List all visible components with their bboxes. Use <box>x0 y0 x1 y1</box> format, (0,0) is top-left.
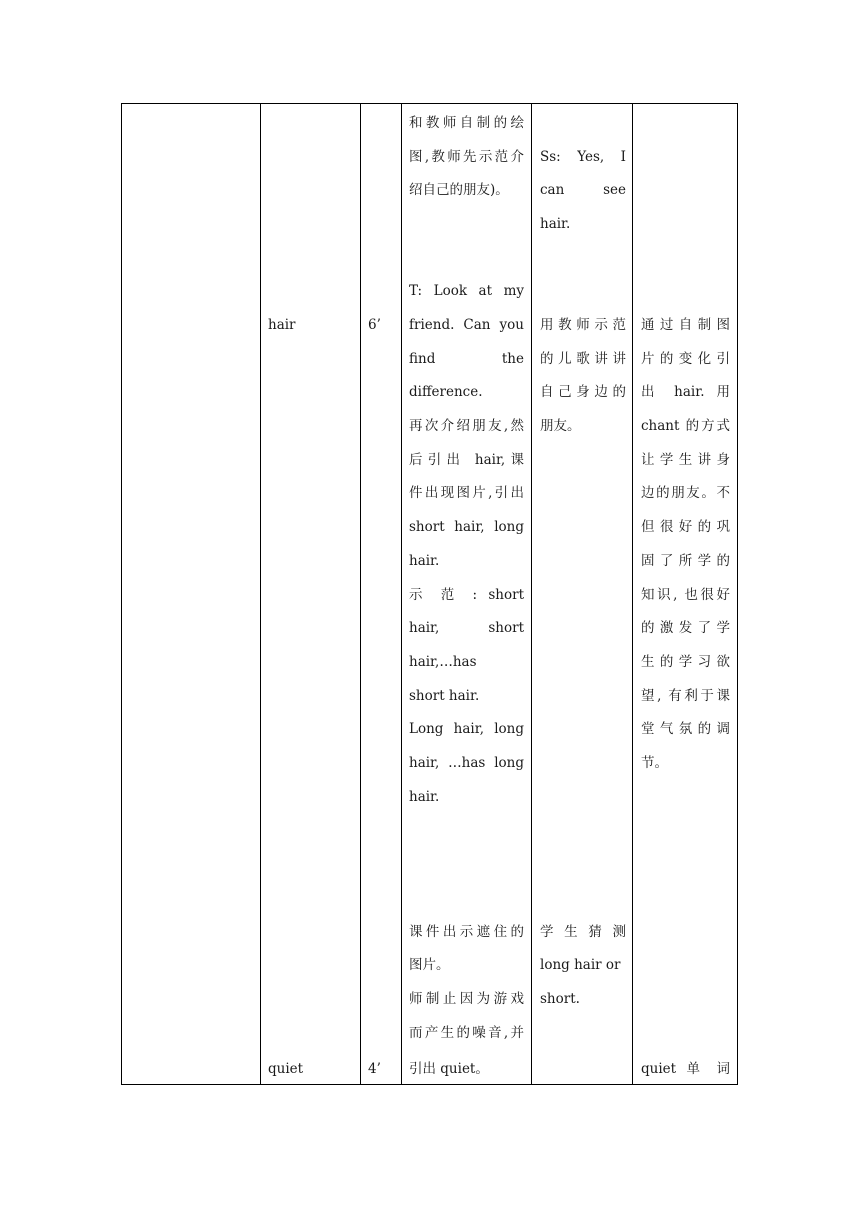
teacher-activity-line: 课件出示遮住的 <box>409 924 524 940</box>
teacher-activity-line: hair, short <box>409 620 524 636</box>
purpose-line: 但很好的巩 <box>641 519 730 535</box>
teacher-activity-line: 图片。 <box>409 957 450 973</box>
topic-cell: hair <box>268 317 296 333</box>
teacher-activity-line: 绍自己的朋友)。 <box>409 182 509 198</box>
purpose-line: chant 的方式 <box>641 418 730 434</box>
lesson-plan-table <box>121 103 738 1085</box>
purpose-line: 堂气氛的调 <box>641 721 730 737</box>
purpose-line: 节。 <box>641 755 668 771</box>
student-activity-line: 学 生 猜 测 <box>540 924 626 940</box>
teacher-activity-line: find the <box>409 351 524 367</box>
purpose-line: quiet 单 词 <box>641 1061 730 1077</box>
purpose-line: 让学生讲身 <box>641 452 730 468</box>
teacher-activity-line: 和教师自制的绘 <box>409 115 524 131</box>
student-activity-line: hair. <box>540 216 571 232</box>
teacher-activity-line: short hair. <box>409 688 480 704</box>
student-activity-line: can see <box>540 182 626 198</box>
column-divider <box>632 104 633 1084</box>
column-divider <box>260 104 261 1084</box>
teacher-activity-line: hair. <box>409 553 440 569</box>
student-activity-line: 朋友。 <box>540 418 581 434</box>
teacher-activity-line: 后引出 hair,课 <box>409 452 524 468</box>
purpose-line: 生的学习欲 <box>641 654 730 670</box>
purpose-line: 望, 有利于课 <box>641 688 730 704</box>
time-cell: 6’ <box>368 317 381 333</box>
teacher-activity-line: Long hair, long <box>409 721 524 737</box>
student-activity-line: 的儿歌讲讲 <box>540 351 626 367</box>
purpose-line: 片的变化引 <box>641 351 730 367</box>
teacher-activity-line: hair, …has long <box>409 755 524 771</box>
teacher-activity-line: short hair, long <box>409 519 524 535</box>
teacher-activity-line: 师制止因为游戏 <box>409 991 524 1007</box>
column-divider <box>531 104 532 1084</box>
teacher-activity-line: 而产生的噪音,并 <box>409 1025 524 1041</box>
student-activity-line: 用教师示范 <box>540 317 626 333</box>
teacher-activity-line: 引出 quiet。 <box>409 1061 489 1077</box>
student-activity-line: long hair or <box>540 957 621 973</box>
purpose-line: 出 hair. 用 <box>641 384 730 400</box>
teacher-activity-line: difference. <box>409 384 483 400</box>
student-activity-line: short. <box>540 991 580 1007</box>
teacher-activity-line: 图,教师先示范介 <box>409 149 524 165</box>
purpose-line: 通过自制图 <box>641 317 730 333</box>
topic-cell: quiet <box>268 1061 304 1077</box>
purpose-line: 固了所学的 <box>641 553 730 569</box>
column-divider <box>360 104 361 1084</box>
teacher-activity-line: T: Look at my <box>409 283 524 299</box>
teacher-activity-line: 件出现图片,引出 <box>409 485 524 501</box>
column-divider <box>401 104 402 1084</box>
purpose-line: 知识, 也很好 <box>641 587 730 603</box>
teacher-activity-line: hair,…has <box>409 654 477 670</box>
student-activity-line: Ss: Yes, I <box>540 149 626 165</box>
purpose-line: 的激发了学 <box>641 620 730 636</box>
teacher-activity-line: friend. Can you <box>409 317 524 333</box>
teacher-activity-line: hair. <box>409 789 440 805</box>
purpose-line: 边的朋友。不 <box>641 485 730 501</box>
teacher-activity-line: 示 范 : short <box>409 587 524 603</box>
time-cell: 4’ <box>368 1061 381 1077</box>
teacher-activity-line: 再次介绍朋友,然 <box>409 418 524 434</box>
student-activity-line: 自己身边的 <box>540 384 626 400</box>
